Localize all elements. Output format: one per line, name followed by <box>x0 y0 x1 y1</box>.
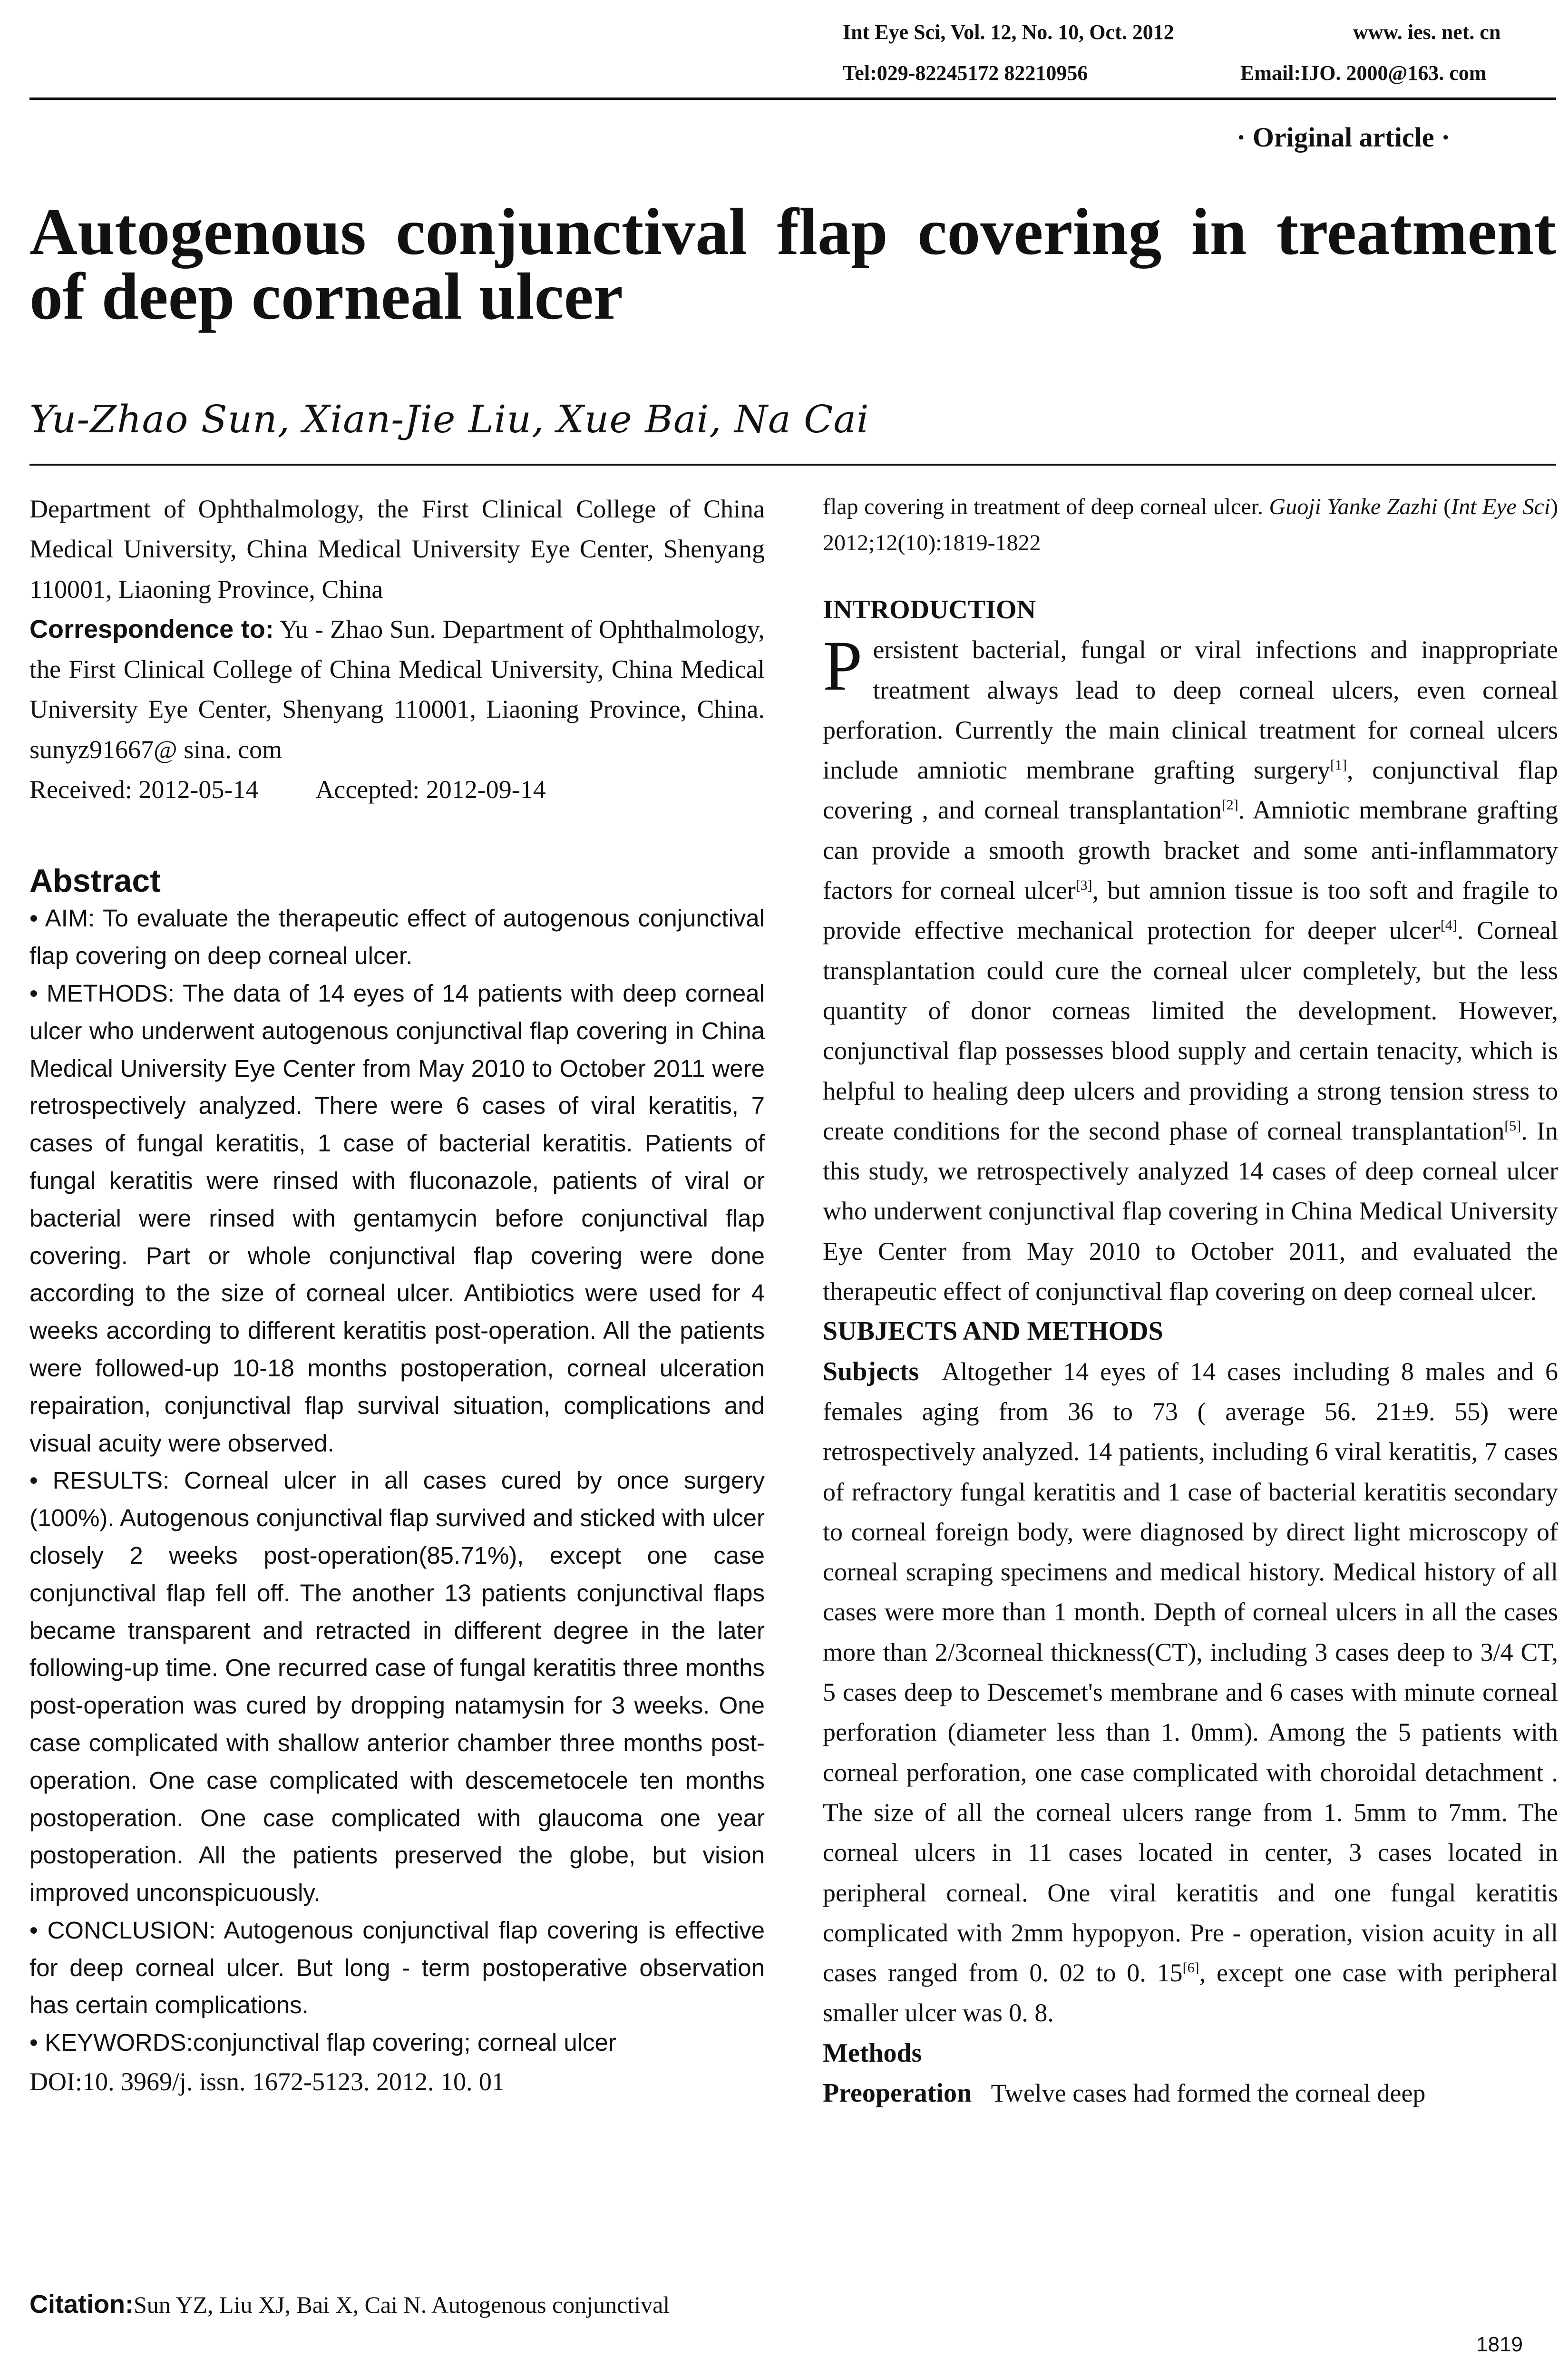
article-title: Autogenous conjunctival flap covering in treatment of deep corneal ulcer <box>29 195 1556 333</box>
affiliation-block <box>29 489 765 809</box>
citation-label: Citation: <box>29 2290 134 2319</box>
doi: DOI:10. 3969/j. issn. 1672-5123. 2012. 10. 01 <box>29 2067 505 2096</box>
abstract-aim: • AIM: To evaluate the therapeutic effect of autogenous conjunctival flap covering on deep corneal ulcer. <box>29 905 765 970</box>
introduction-heading: INTRODUCTION <box>823 595 1036 624</box>
header-rule <box>29 97 1556 100</box>
affiliation: Department of Ophthalmology, the First Clinical College of China Medical University, China Medical University Eye Center, Shenyang 110001, Liaoning Province, China <box>29 495 765 604</box>
citation-journal: Guoji Yanke Zazhi <box>1269 494 1438 519</box>
accepted-date: Accepted: 2012-09-14 <box>315 775 546 804</box>
abstract-heading: Abstract <box>29 863 161 899</box>
abstract-methods: • METHODS: The data of 14 eyes of 14 patients with deep corneal ulcer who underwent autogenous conjunctival flap covering in China Medical University Eye Center from May 2010 to October 2011 were retrospectively analyzed. There were 6 cases of viral keratitis, 7 cases of fungal keratitis, 1 case of bacterial keratitis. Patients of fungal keratitis were rinsed with fluconazole, patients of viral or bacterial were rinsed with gentamycin before conjunctival flap covering. Part or whole conjunctival flap covering were done according to the size of corneal ulcer. Antibiotics were used for 4 weeks according to different keratitis post-operation. All the patients were followed-up 10-18 months postoperation, corneal ulceration repairation, conjunctival flap survival situation, complications and visual acuity were observed. <box>29 979 765 1457</box>
subjects-methods-heading: SUBJECTS AND METHODS <box>823 1316 1163 1346</box>
journal-tel: Tel:029-82245172 82210956 <box>843 61 1088 85</box>
citation-volume: 2012;12(10):1819-1822 <box>823 530 1041 555</box>
received-date: Received: 2012-05-14 <box>29 775 259 804</box>
dates <box>29 770 765 809</box>
correspondence <box>29 609 765 770</box>
citation-continued: flap covering in treatment of deep corneal ulcer. Guoji Yanke Zazhi (Int Eye Sci) 2012;12(10):1819-1822 <box>823 494 1558 555</box>
article-type: · Original article · <box>1237 122 1451 153</box>
ref-2: [2] <box>1221 797 1238 813</box>
ref-4: [4] <box>1440 917 1457 934</box>
abstract-results: • RESULTS: Corneal ulcer in all cases cured by once surgery (100%). Autogenous conjunctival flap survived and sticked with ulcer closely 2 weeks post-operation(85.71%), except one case conjunctival flap fell off. The another 13 patients conjunctival flaps became transparent and retracted in different degree in the later following-up time. One recurred case of fungal keratitis three months post-operation was cured by dropping natamysin for 3 weeks. One case complicated with shallow anterior chamber three months post-operation. One case complicated with descemetocele ten months postoperation. One case complicated with glaucoma one year postoperation. All the patients preserved the globe, but vision improved unconspicuously. <box>29 1467 765 1907</box>
intro-text-2: , conjunctival flap covering , and corneal transplantation <box>823 756 1558 825</box>
intro-text-6: . In this study, we retrospectively analyzed 14 cases of deep corneal ulcer who underwent conjunctival flap covering in China Medical University Eye Center from May 2010 to October 2011, and evaluated the therapeutic effect of conjunctival flap covering on deep corneal ulcer. <box>823 1116 1558 1306</box>
intro-text-4: , but amnion tissue is too soft and fragile to provide effective mechanical protection for deeper ulcer <box>823 876 1558 945</box>
left-column <box>29 489 765 2102</box>
intro-text-5: . Corneal transplantation could cure the corneal ulcer completely, but the less quantity of donor corneas limited the development. However, conjunctival flap possesses blood supply and certain tenacity, which is helpful to healing deep ulcers and providing a strong tension stress to create conditions for the second phase of corneal transplantation <box>823 916 1558 1145</box>
preoperation-line <box>823 2073 1558 2113</box>
author-list: Yu-Zhao Sun, Xian-Jie Liu, Xue Bai, Na Cai <box>29 397 869 441</box>
citation-journal-abbr: Int Eye Sci <box>1451 494 1551 519</box>
page-number: 1819 <box>1476 2333 1523 2356</box>
ref-6: [6] <box>1182 1960 1199 1976</box>
preoperation-text: Twelve cases had formed the corneal deep <box>991 2078 1426 2107</box>
citation-text-end: flap covering in treatment of deep corneal ulcer. <box>823 494 1263 519</box>
right-column <box>823 489 1558 2113</box>
subjects-text: Altogether 14 eyes of 14 cases including 8 males and 6 females aging from 36 to 73 ( average 56. 21±9. 55) were retrospectively analyzed. 14 patients, including 6 viral keratitis, 7 cases of refractory fungal keratitis and 1 case of bacterial keratitis secondary to corneal foreign body, were diagnosed by direct light microscopy of corneal scraping specimens and medical history. Medical history of all cases were more than 1 month. Depth of corneal ulcers in all the cases more than 2/3corneal thickness(CT), including 3 cases deep to 3/4 CT, 5 cases deep to Descemet's membrane and 6 cases with minute corneal perforation (diameter less than 1. 0mm). Among the 5 patients with corneal perforation, one case complicated with choroidal detachment . The size of all the corneal ulcers range from 1. 5mm to 7mm. The corneal ulcers in 11 cases located in center, 3 cases located in peripheral corneal. One viral keratitis and one fungal keratitis complicated with 2mm hypopyon. Pre - operation, vision acuity in all cases ranged from 0. 02 to 0. 15 <box>823 1357 1558 1987</box>
subjects-label: Subjects <box>823 1356 919 1386</box>
correspondence-text: Yu - Zhao Sun. Department of Ophthalmology, the First Clinical College of China Medical University, China Medical University Eye Center, Shenyang 110001, Liaoning Province, China. sunyz91667@ sina. com <box>29 614 765 764</box>
intro-text-1: ersistent bacterial, fungal or viral infections and inappropriate treatment always lead to deep corneal ulcers, even corneal perforation. Currently the main clinical treatment for corneal ulcers include amniotic membrane grafting surgery <box>823 635 1558 785</box>
ref-5: [5] <box>1504 1118 1521 1134</box>
methods-heading: Methods <box>823 2038 922 2068</box>
citation-line <box>29 2285 765 2324</box>
intro-text-3: . Amniotic membrane grafting can provide a smooth growth bracket and some anti-inflammatory factors for corneal ulcer <box>823 796 1558 905</box>
journal-email: Email:IJO. 2000@163. com <box>1240 61 1487 85</box>
journal-citation-header: Int Eye Sci, Vol. 12, No. 10, Oct. 2012 <box>843 20 1174 44</box>
citation-text-start: Sun YZ, Liu XJ, Bai X, Cai N. Autogenous conjunctival <box>133 2291 670 2318</box>
subjects-text-end: , except one case with peripheral smaller ulcer was 0. 8. <box>823 1958 1558 2027</box>
ref-3: [3] <box>1075 877 1092 894</box>
preoperation-label: Preoperation <box>823 2078 972 2108</box>
abstract-body <box>29 900 765 2062</box>
abstract-conclusion: • CONCLUSION: Autogenous conjunctival flap covering is effective for deep corneal ulcer. But long - term postoperative observation has certain complications. <box>29 1916 765 2019</box>
ref-1: [1] <box>1330 757 1347 773</box>
journal-website: www. ies. net. cn <box>1353 20 1501 44</box>
introduction-body <box>823 626 1558 1311</box>
abstract-keywords: • KEYWORDS:conjunctival flap covering; corneal ulcer <box>29 2029 616 2056</box>
author-rule <box>29 464 1556 466</box>
correspondence-label: Correspondence to: <box>29 614 274 643</box>
subjects-body <box>823 1352 1558 2033</box>
drop-cap: P <box>823 626 863 706</box>
